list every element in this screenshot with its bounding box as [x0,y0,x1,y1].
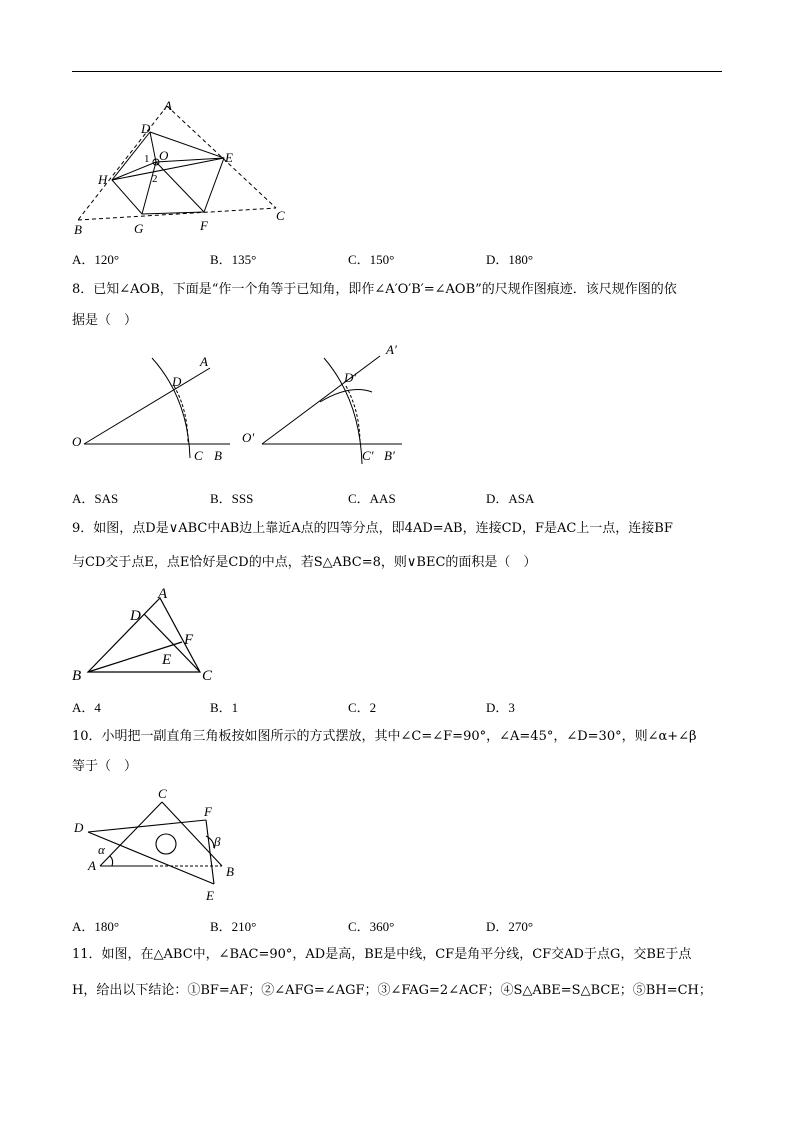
q8-right-label-o: O′ [242,430,255,445]
q8-figure-right [240,340,420,470]
q8-option-a: A．SAS [72,491,119,506]
q9-option-d: D．3 [486,700,515,715]
q10-label-b: B [226,864,234,879]
q10-option-c: C．360° [348,919,395,934]
q8-option-c: C．AAS [348,491,396,506]
q7-figure [70,98,300,238]
q8-left-label-c: C [194,448,203,463]
q7-label-b: B [74,222,82,237]
q10-label-d: D [74,820,84,835]
q9-figure [70,584,230,684]
q7-label-c: C [276,208,285,223]
q9-option-b: B．1 [210,700,239,715]
q9-label-c: C [202,668,213,684]
q10-text-line2: 等于（ ） [72,759,138,774]
q9-label-a: A [158,586,168,602]
q9-text-line2: 与CD交于点E，点E恰好是CD的中点，若S△ABC=8，则∨BEC的面积是（ ） [72,555,537,570]
q7-label-d: D [141,121,151,136]
q7-label-e: E [225,150,233,165]
q9-label-e: E [162,652,172,668]
q10-text-line1: 10．小明把一副直角三角板按如图所示的方式摆放，其中∠C=∠F=90°，∠A=45°，∠D=30°，则∠α+∠β [72,729,697,744]
q8-left-label-o: O [72,434,82,449]
q11-text-line1: 11．如图，在△ABC中，∠BAC=90°，AD是高，BE是中线，CF是角平分线，CF交AD于点G，交BE于点 [72,947,692,962]
q7-label-f: F [200,218,208,233]
q9-option-c: C．2 [348,700,377,715]
q10-label-beta: β [214,834,221,849]
q10-label-alpha: α [98,842,105,857]
q9-label-f: F [184,632,194,648]
q10-label-f: F [204,804,212,819]
q7-option-d: D．180° [486,252,534,267]
q8-left-label-d: D [172,374,182,389]
q10-option-a: A．180° [72,919,120,934]
q7-option-b: B．135° [210,252,257,267]
q8-right-label-a: A′ [386,342,397,357]
q8-text-line2: 据是（ ） [72,313,138,328]
q7-label-2: 2 [152,173,158,185]
q10-figure [70,786,250,906]
q7-label-o: O [159,148,169,163]
q9-label-b: B [72,668,82,684]
q7-label-h: H [98,172,108,187]
q8-right-label-c: C′ [362,448,374,463]
q7-label-a: A [164,98,172,113]
q8-option-d: D．ASA [486,491,535,506]
q9-text-line1: 9．如图，点D是∨ABC中AB边上靠近A点的四等分点，即4AD=AB，连接CD，F是AC上一点，连接BF [72,521,673,536]
q10-label-c: C [158,786,167,801]
q8-left-label-b: B [214,448,222,463]
q8-right-label-b: B′ [384,448,395,463]
q7-option-c: C．150° [348,252,395,267]
q7-label-g: G [134,221,144,236]
q7-label-1: 1 [144,153,150,165]
q8-option-b: B．SSS [210,491,254,506]
q9-label-d: D [130,608,141,624]
q10-option-b: B．210° [210,919,257,934]
header-rule [72,71,722,72]
q8-figure-left [70,348,240,468]
q10-label-a: A [88,858,96,873]
q8-text-line1: 8．已知∠AOB，下面是“作一个角等于已知角，即作∠A′O′B′=∠AOB”的尺规作图痕迹．该尺规作图的依 [72,282,677,297]
q7-option-a: A．120° [72,252,120,267]
q11-text-line2: H，给出以下结论：①BF=AF；②∠AFG=∠AGF；③∠FAG=2∠ACF；④S△ABE=S△BCE；⑤BH=CH； [72,983,712,998]
q8-left-label-a: A [200,354,208,369]
q10-option-d: D．270° [486,919,534,934]
q10-label-e: E [206,888,214,903]
q8-right-label-d: D′ [344,370,357,385]
q9-option-a: A．4 [72,700,101,715]
